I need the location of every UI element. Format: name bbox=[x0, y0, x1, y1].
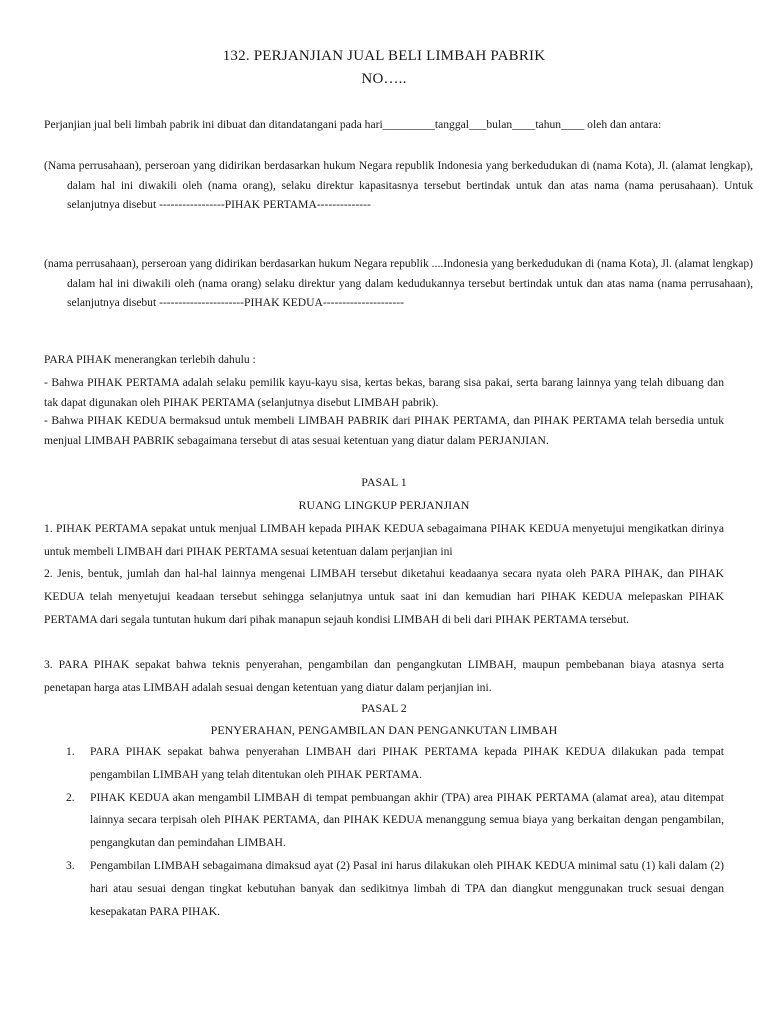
party-one-paragraph: (Nama perrusahaan), perseroan yang didirikan berdasarkan hukum Negara republik Indonesia yang berkedudukan di (nama Kota), Jl. (alamat lengkap), dalam hal ini diwakili oleh (nama orang), selaku direktur kapasitasnya tersebut bertindak untuk dan atas nama (nama perusahaan). Untuk selanjutnya disebut -----------------PIHAK PERTAMA-------------- bbox=[44, 159, 753, 211]
pasal-1-item: 1. PIHAK PERTAMA sepakat untuk menjual LIMBAH kepada PIHAK KEDUA sebagaimana PIHAK KEDUA menyetujui mengikatkan dirinya untuk membeli LIMBAH dari PIHAK PERTAMA sesuai ketentuan dalam perjanjian ini bbox=[44, 522, 724, 558]
pasal-1-label: PASAL 1 bbox=[361, 475, 407, 489]
document-title: 132. PERJANJIAN JUAL BELI LIMBAH PABRIK bbox=[222, 48, 546, 64]
list-item bbox=[44, 741, 724, 787]
pasal-1-item: 3. PARA PIHAK sepakat bahwa teknis penyerahan, pengambilan dan pengangkutan LIMBAH, maupun pembebanan biaya atasnya serta penetapan harga atas LIMBAH adalah sesuai dengan ketentuan yang diatur dalam perjanjian ini. bbox=[44, 658, 724, 694]
list-item-number: 2. bbox=[66, 790, 75, 804]
recital-item: - Bahwa PIHAK KEDUA bermaksud untuk membeli LIMBAH PABRIK dari PIHAK PERTAMA, dan PIHAK PERTAMA telah bersedia untuk menjual LIMBAH PABRIK sebagaimana tersebut di atas sesuai ketentuan yang diatur dalam PERJANJIAN. bbox=[44, 414, 724, 447]
list-item bbox=[44, 855, 724, 923]
list-item-text: PARA PIHAK sepakat bahwa penyerahan LIMBAH dari PIHAK PERTAMA kepada PIHAK KEDUA dilakukan pada tempat pengambilan LIMBAH yang telah ditentukan oleh PIHAK PERTAMA. bbox=[90, 745, 724, 781]
pasal-2-list bbox=[44, 741, 724, 923]
list-item-text: Pengambilan LIMBAH sebagaimana dimaksud ayat (2) Pasal ini harus dilakukan oleh PIHAK KEDUA minimal satu (1) kali dalam (2) hari atau sesuai dengan tingkat kebutuhan banyak dan sedikitnya limbah di TPA dan diangkut menggunakan truck sesuai dengan kesepakatan PARA PIHAK. bbox=[90, 858, 724, 918]
pasal-2-label: PASAL 2 bbox=[361, 701, 407, 715]
recital-item: - Bahwa PIHAK PERTAMA adalah selaku pemilik kayu-kayu sisa, kertas bekas, barang sisa pakai, serta barang lainnya yang telah dibuang dan tak dapat digunakan oleh PIHAK PERTAMA (selanjutnya disebut LIMBAH pabrik). bbox=[44, 376, 724, 409]
pasal-1-heading: RUANG LINGKUP PERJANJIAN bbox=[298, 498, 470, 512]
pasal-1-item: 2. Jenis, bentuk, jumlah dan hal-hal lainnya mengenai LIMBAH tersebut diketahui keadaanya secara nyata oleh PARA PIHAK, dan PIHAK KEDUA telah menyetujui keadaan tersebut sehingga selanjutnya untuk saat ini dan kemudian hari PIHAK KEDUA melepaskan PIHAK PERTAMA dari segala tuntutan hukum dari pihak manapun sejauh kondisi LIMBAH di beli dari PIHAK PERTAMA tersebut. bbox=[44, 567, 724, 626]
list-item-text: PIHAK KEDUA akan mengambil LIMBAH di tempat pembuangan akhir (TPA) area PIHAK PERTAMA (alamat area), atau ditempat lainnya secara terpisah oleh PIHAK PERTAMA, dan PIHAK KEDUA menanggung semua biaya yang berkaitan dengan pengambilan, pengangkutan dan pemindahan LIMBAH. bbox=[90, 790, 724, 850]
document-number: NO….. bbox=[361, 71, 407, 87]
list-item bbox=[44, 787, 724, 855]
list-item-number: 1. bbox=[66, 745, 75, 758]
pasal-2-heading: PENYERAHAN, PENGAMBILAN DAN PENGANKUTAN LIMBAH bbox=[210, 723, 558, 737]
party-two-paragraph: (nama perrusahaan), perseroan yang didirikan berdasarkan hukum Negara republik ....Indonesia yang berkedudukan di (nama Kota), Jl. (alamat lengkap) dalam hal ini diwakili oleh (nama orang) selaku direktur yang dalam kedudukannya tersebut bertindak untuk dan atas nama (nama perrusahaan), selanjutnya disebut ----------------------PIHAK KEDUA--------------------- bbox=[44, 257, 753, 309]
intro-paragraph: Perjanjian jual beli limbah pabrik ini dibuat dan ditandatangani pada hari_________tanggal___bulan____tahun____ oleh dan antara: bbox=[44, 118, 662, 131]
recital-heading: PARA PIHAK menerangkan terlebih dahulu : bbox=[44, 353, 256, 366]
list-item-number: 3. bbox=[66, 858, 75, 872]
